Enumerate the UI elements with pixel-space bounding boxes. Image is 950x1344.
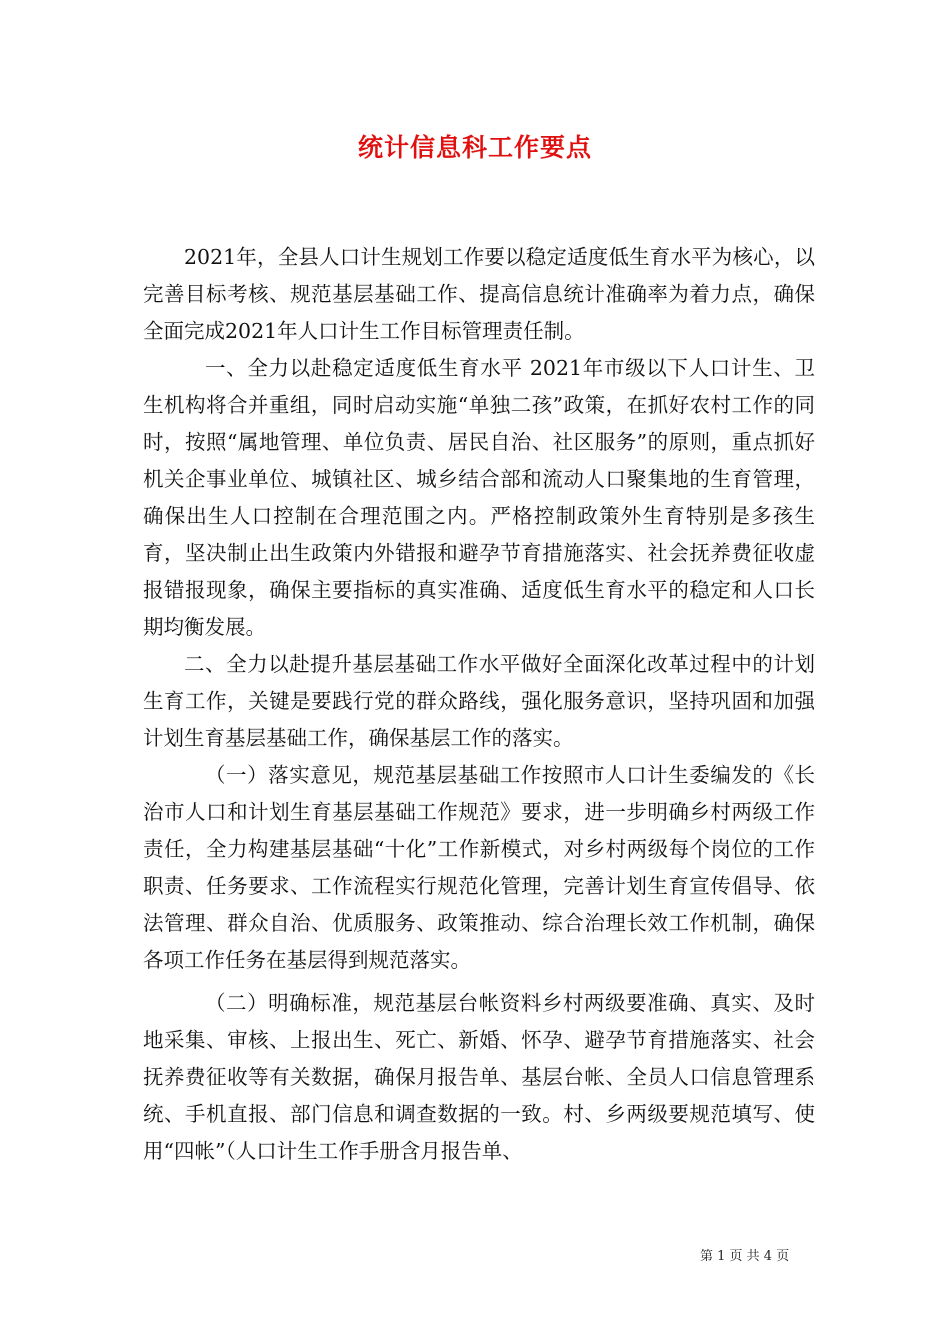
paragraph-section-1: 一、全力以赴稳定适度低生育水平 2021年市级以下人口计生、卫生机构将合并重组，同时启动实施“单独二孩”政策，在抓好农村工作的同时，按照“属地管理、单位负责、居民自治、社区服务”的原则，重点抓好机关企事业单位、城镇社区、城乡结合部和流动人口聚集地的生育管理，确保出生人口控制在合理范围之内。严格控制政策外生育特别是多孩生育，坚决制止出生政策内外错报和避孕节育措施落实、社会抚养费征收虚报错报现象，确保主要指标的真实准确、适度低生育水平的稳定和人口长期均衡发展。 [143, 356, 815, 639]
paragraph-section-2: 二、全力以赴提升基层基础工作水平做好全面深化改革过程中的计划生育工作，关键是要践行党的群众路线，强化服务意识，坚持巩固和加强计划生育基层基础工作，确保基层工作的落实。 [143, 652, 815, 750]
paragraph-subsection-2: （二）明确标准，规范基层台帐资料乡村两级要准确、真实、及时地采集、审核、上报出生、死亡、新婚、怀孕、避孕节育措施落实、社会抚养费征收等有关数据，确保月报告单、基层台帐、全员人口信息管理系统、手机直报、部门信息和调查数据的一致。村、乡两级要规范填写、使用“四帐”（人口计生工作手册含月报告单、 [143, 991, 815, 1163]
paragraph-intro: 2021年，全县人口计生规划工作要以稳定适度低生育水平为核心，以完善目标考核、规范基层基础工作、提高信息统计准确率为着力点，确保全面完成2021年人口计生工作目标管理责任制。 [143, 245, 815, 343]
document-title: 统计信息科工作要点 [357, 133, 592, 162]
paragraph-subsection-1: （一）落实意见，规范基层基础工作按照市人口计生委编发的《长治市人口和计划生育基层基础工作规范》要求，进一步明确乡村两级工作责任，全力构建基层基础“十化”工作新模式，对乡村两级每个岗位的工作职责、任务要求、工作流程实行规范化管理，完善计划生育宣传倡导、依法管理、群众自治、优质服务、政策推动、综合治理长效工作机制，确保各项工作任务在基层得到规范落实。 [143, 763, 815, 972]
document-body [143, 239, 815, 1170]
page-number: 第 1 页 共 4 页 [700, 1249, 790, 1264]
